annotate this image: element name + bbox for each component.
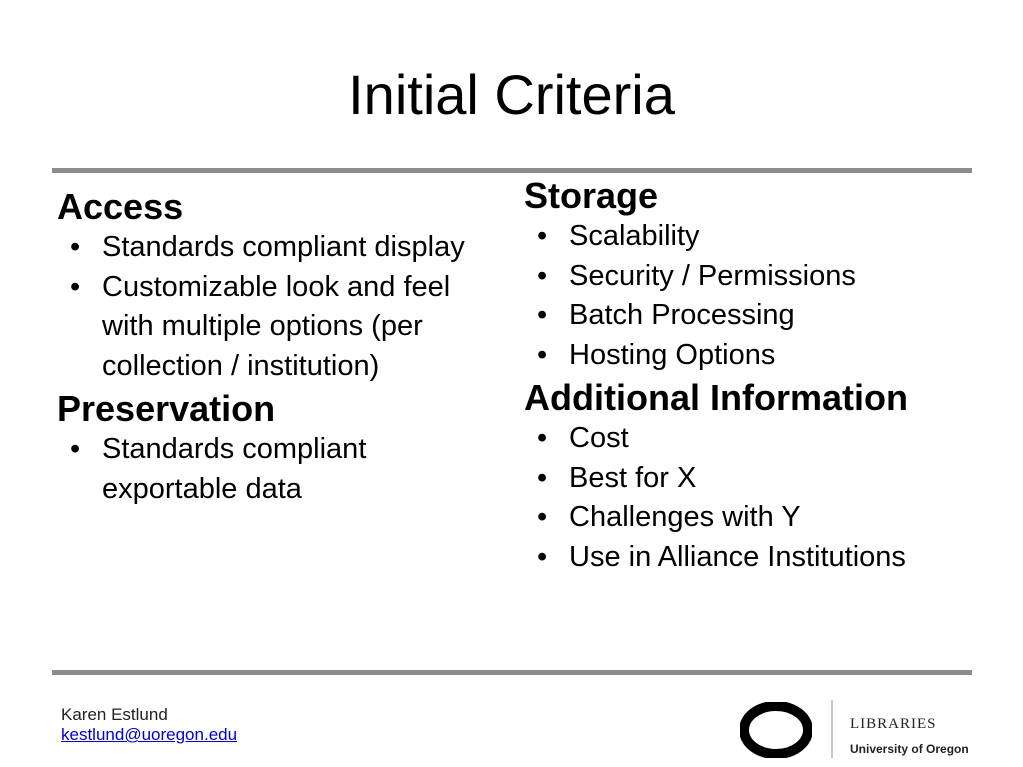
section-heading: Preservation <box>57 388 276 429</box>
list-item <box>524 498 994 538</box>
list-item <box>524 419 994 459</box>
bullet-icon: • <box>537 338 548 371</box>
uo-libraries-logo <box>740 700 980 760</box>
section-storage <box>524 175 994 375</box>
uo-o-icon <box>740 702 812 758</box>
list-item <box>57 228 497 268</box>
list-item <box>524 296 994 336</box>
slide-title: Initial Criteria <box>348 63 675 126</box>
list-item-text: Batch Processing <box>569 299 795 331</box>
section-heading: Access <box>57 186 184 227</box>
list-item-text: Standards compliant display <box>102 231 465 263</box>
bullet-icon: • <box>537 422 548 454</box>
author-name: Karen Estlund <box>61 705 168 724</box>
bullet-icon: • <box>537 259 548 292</box>
logo-divider <box>831 700 833 758</box>
list-item <box>524 459 994 499</box>
logo-libraries-text: LIBRARIES <box>850 716 937 732</box>
bullet-icon: • <box>70 270 81 303</box>
bullet-icon: • <box>70 433 81 465</box>
bullet-icon: • <box>537 461 548 494</box>
logo-university-text: University of Oregon <box>850 742 969 756</box>
bullet-list <box>524 419 994 577</box>
list-item-text: Use in Alliance Institutions <box>569 540 906 573</box>
section-access <box>57 186 497 386</box>
bullet-icon: • <box>537 540 548 573</box>
bullet-icon: • <box>537 299 548 331</box>
bullet-list <box>57 228 497 386</box>
right-column <box>524 175 994 579</box>
list-item-text: Scalability <box>569 220 700 252</box>
bottom-divider <box>52 670 972 675</box>
list-item-text: Cost <box>569 422 629 454</box>
bullet-list <box>524 217 994 375</box>
list-item <box>57 268 497 387</box>
bullet-icon: • <box>70 231 81 263</box>
list-item <box>524 217 994 257</box>
list-item-text: Challenges with Y <box>569 501 801 533</box>
section-preservation <box>57 388 497 509</box>
list-item-text: Security / Permissions <box>569 259 856 292</box>
list-item-text: Hosting Options <box>569 338 776 371</box>
list-item <box>524 538 994 578</box>
left-column <box>57 186 497 511</box>
list-item <box>524 257 994 297</box>
bullet-icon: • <box>537 501 548 533</box>
section-additional-information <box>524 377 994 577</box>
list-item <box>57 430 497 509</box>
author-email-link[interactable]: kestlund@uoregon.edu <box>61 725 238 744</box>
list-item-text: Best for X <box>569 461 697 494</box>
bullet-icon: • <box>537 220 548 252</box>
list-item <box>524 336 994 376</box>
section-heading: Additional Information <box>524 377 908 418</box>
bullet-list <box>57 430 497 509</box>
top-divider <box>52 168 972 173</box>
section-heading: Storage <box>524 175 659 216</box>
list-item-text: Customizable look and feel with multiple options (per collection / institution) <box>102 270 451 382</box>
list-item-text: Standards compliant exportable data <box>102 433 367 505</box>
